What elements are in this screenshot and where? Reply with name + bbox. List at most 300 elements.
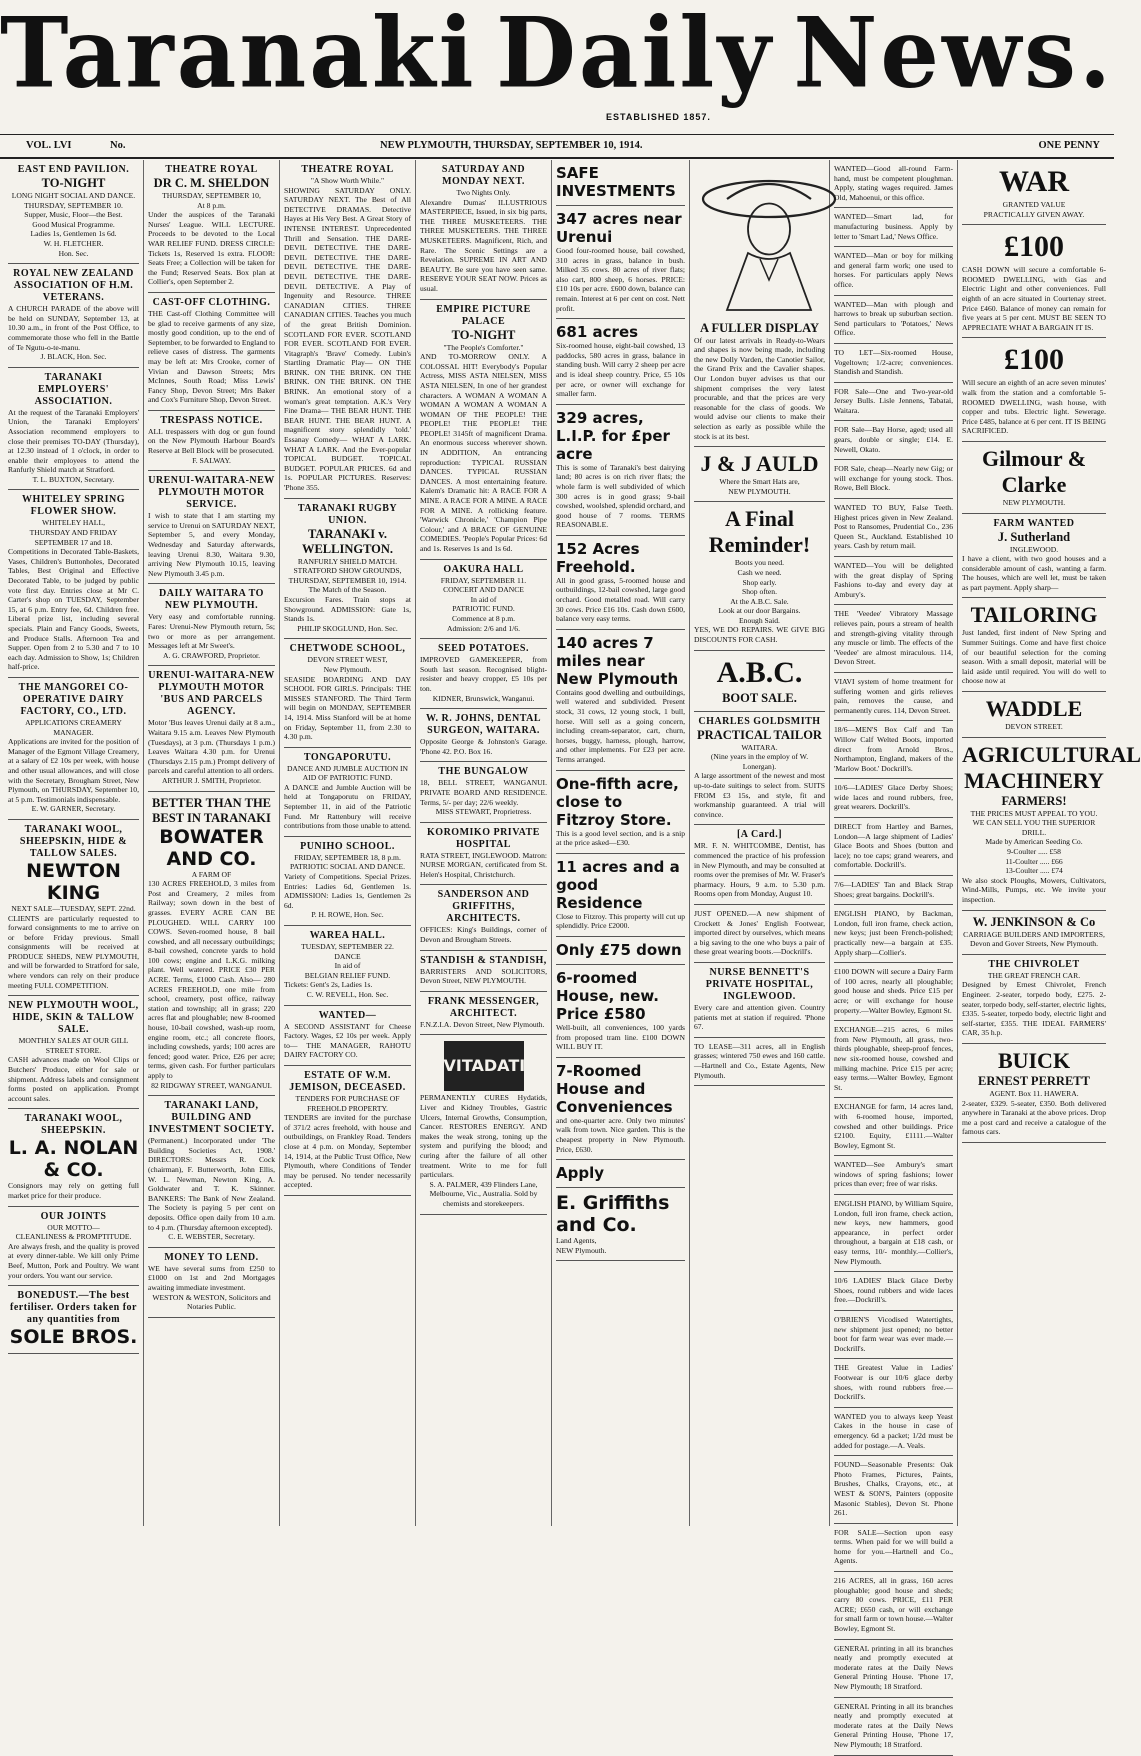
ad-body-text: FOR Sale—Bay Horse, aged; used all gears, double or single; £14. E. Newell, Okato. [834,425,953,454]
ad-heading: THE MANGOREI CO-OPERATIVE DAIRY FACTORY, CO., LTD. [18,681,129,717]
ad-body-text: EXCHANGE for farm, 14 acres land, with 6-roomed house, imported, cowshed and other buildings. Price £2100. Equity, £1111.—Walter Bowley, Egmont St. [834,1102,953,1150]
ad-body-text: SHOWING SATURDAY ONLY. SATURDAY NEXT. The Best of All DETECTIVE DRAMAS. Detective Hayes at His Very Best. A Great Story of INTENSE INTEREST. Unprecedented Thrill and Sensation. THE DARE-DEVIL DETECTIVE. THE DARE-DEVIL DETECTIVE. THE DARE-DEVIL DETECTIVE. THE DARE-DEVIL DETECTIVE. THE DARE-DEVIL DETECTIVE. A Play of Ingenuity and Resource. THREE CANADIAN CITIES. THREE CANADIAN CITIES. Teaches you much of the great British Dominion. SCOTLAND FOR EVER. SCOTLAND FOR EVER. SCOTLAND FOR EVER. Vitagraph's 'Brave' Comedy. Lubin's Startling Dramatic Play— ON THE BRINK. ON THE BRINK. ON THE BRINK. ON THE BRINK. ON THE BRINK. An emotional story of a woman's great temptation. A.K.'s Very Fine Drama— THE BEAR HUNT. THE BEAR HUNT. THE BEAR HUNT. A magnificent story splendidly 'told.' Essanay Comedy— WHAT A LARK. WHAT A LARK. And the Ever-popular TOPICAL BUDGET. TOPICAL BUDGET. POPULAR PRICES. 6d and 1s. POPULAR PICTURES. Reserves: 'Phone 355. [284,185,411,492]
ad-heading: OAKURA HALL [443,563,524,575]
advertisement [834,605,953,673]
advertisement [834,1524,953,1572]
ad-body-text: FOR SALE—Section upon easy terms. When paid for we will build a home for you.—Hartnell and Co., Agents. [834,1527,953,1566]
ad-body-text: and one-quarter acre. Only two minutes' walk from town. Nice garden. This is the cheapest property in New Plymouth. Price, £630. [556,1115,685,1154]
ad-subheading: FARMERS! [1001,793,1067,808]
advertisement [148,1096,275,1248]
advertisement [834,1359,953,1407]
ad-line: 13-Coulter ..... £74 [1005,866,1063,876]
advertisement [834,876,953,905]
ad-subheading: DR C. M. SHELDON [153,176,270,190]
ad-body-text: All in good grass, 5-roomed house and outbuildings, 12-bail cowshed, large good orchard. Good metalled road. Will carry 30 cows. Price £16 10s. Cash down £600, balance very easy terms. [556,575,685,624]
advertisement [420,1035,547,1214]
ad-advertiser-name: L. A. NOLAN & CO. [8,1137,139,1182]
advertisement [8,1207,139,1287]
masthead-word-1: Taranaki [0,0,477,110]
advertisement [834,818,953,876]
ad-signature: 82 RIDGWAY STREET, WANGANUI. [151,1080,272,1090]
ad-heading: SEED POTATOES. [438,643,529,655]
ad-body-text: Contains good dwelling and outbuildings, well watered and subdivided. Present stock, 31 cows, 12 young stock, 1 bull, horse. Will sell as a going concern, including cream-separator, cart, churn, horses, buggy, harness, plough, harrow, and other implements. For £23 per acre. Terms arranged. [556,687,685,764]
ad-subheading: PRACTICAL TAILOR [697,727,822,742]
ad-display-heading: WAR [998,165,1069,198]
ad-display-heading: WADDLE [985,696,1083,722]
ad-heading: WANTED— [318,1009,377,1021]
ad-body-text: FOR Sale—One and Two-year-old Jersey Bulls. Lisle Jennens, Tabatai, Waitara. [834,386,953,415]
advertisement [962,225,1106,338]
ad-heading: STANDISH & STANDISH, [420,954,547,966]
ad-line: APPLICATIONS CREAMERY MANAGER. [25,717,122,737]
ad-body-text: Motor 'Bus leaves Urenui daily at 8 a.m., Waitara 9.15 a.m. Leaves New Plymouth (Tuesdays), at 3 p.m. (Thursdays 1 p.m.) Leaves Waitara 4.30 p.m. for Urenui (Thursdays 2.15 p.m.) Prompt delivery of parcels and careful attention to all orders. [148,718,275,776]
ad-body-text: Alexandre Dumas' ILLUSTRIOUS MASTERPIECE, Issued, in six big parts, THE THREE MUSKETEERS. THE THREE MUSKETEERS. THE THREE MUSKETEERS. Magnificent, Rich, and Rare. The Scenic Settings are a Revelation. SUPREME IN ART AND BEAUTY. Be sure you have seen same. RESERVE YOUR SEAT NOW. Prices as usual. [420,197,547,293]
ad-line: GRANTED VALUE [1002,200,1066,209]
ad-body-text: BARRISTERS AND SOLICITORS, Devon Street, NEW PLYMOUTH. [420,966,547,986]
advertisement [556,206,685,319]
ad-subheading: W. JENKINSON & Co [972,914,1096,929]
ad-body-text: TENDERS are invited for the purchase of 371/2 acres freehold, with house and outbuildings, on Frankley Road. Tenders close at 4 p.m. on Monday, September 14, 1914, at the Public Trust Office, New Plymouth, where Conditions of Tender may be perused. No tender necessarily accepted. [284,1113,411,1190]
ad-body-text: 18, BELL STREET, WANGANUI. PRIVATE BOARD AND RESIDENCE. Terms, 5/- per day; 22/6 weekly. [420,778,547,807]
ad-signature: C. W. REVELL, Hon. Sec. [306,989,389,999]
advertisement [148,584,275,666]
advertisement [962,598,1106,692]
advertisement [8,996,139,1109]
ad-heading: ESTATE OF W.M. JEMISON, DECEASED. [289,1069,406,1093]
ad-line: In aid of [470,594,497,604]
advertisement [694,1038,825,1086]
ad-body-text: Consignors may rely on getting full market price for their produce. [8,1181,139,1200]
ad-heading: THEATRE ROYAL [301,164,394,175]
advertisement [420,992,547,1036]
ad-body-text: 10/6 LADIES' Black Glace Derby Shoes, round rubbers and wide laces free.—Dockrill's. [834,1276,953,1305]
advertisement [556,771,685,854]
advertisement [834,1311,953,1359]
advertisement [8,1109,139,1206]
advertisement [556,1160,685,1188]
advertisement [834,421,953,460]
price-label: ONE PENNY [1038,140,1100,151]
advertisement [962,160,1106,225]
ad-heading: KOROMIKO PRIVATE HOSPITAL [427,826,540,850]
ad-heading: FARM WANTED [993,517,1075,529]
advertisement [694,963,825,1038]
ad-body-text: OFFICES: King's Buildings, corner of Devon and Brougham Streets. [420,925,547,945]
advertisement [284,1006,411,1066]
ad-heading: 7-Roomed House and Conveniences [556,1061,673,1116]
ad-heading: TARANAKI LAND, BUILDING AND INVESTMENT SOCIETY. [148,1100,275,1136]
advertisement [284,499,411,640]
advertisement [284,1066,411,1196]
ad-line: Shop often. [741,587,777,597]
ad-heading: 11 acres and a good Residence [556,857,680,912]
advertisement [694,502,825,650]
ad-line: THE PRICES MUST APPEAL TO YOU. [970,808,1098,818]
advertisement [834,673,953,721]
ad-heading: FRANK MESSENGER, ARCHITECT. [427,995,540,1019]
ad-body-text: Just landed, first indent of New Spring and Summer Suitings. Come and have first choice of our beautiful selection for the coming season. With a small deposit, material will be laid aside until required. You will do well to choose now at [962,628,1106,686]
advertisement [148,666,275,791]
ad-heading: THE CHIVROLET [988,958,1080,970]
ad-body-text: Opposite George & Johnston's Garage. 'Phone 42. P.O. Box 16. [420,737,547,756]
ad-line: THE GREAT FRENCH CAR. [987,970,1081,980]
advertisement [284,639,411,747]
advertisement [556,536,685,630]
ad-body-text: WANTED—You will be delighted with the great display of Spring Fashions to-day and every day at Ambury's. [834,561,953,599]
ad-line: WAITARA. [741,742,778,752]
advertisement [556,937,685,965]
ad-line: RANFURLY SHIELD MATCH. [297,556,398,566]
ad-line: Admission: 2/6 and 1/6. [447,623,520,633]
ad-heading: EMPIRE PICTURE PALACE [436,303,531,327]
ad-body-text: WE have several sums from £250 to £1000 on 1st and 2nd Mortgages awaiting immediate investment. [148,1263,275,1292]
ad-line: BELGIAN RELIEF FUND. [304,970,391,980]
advertisement [834,1195,953,1272]
ad-line: STRATFORD SHOW GROUNDS, [293,566,402,576]
ad-signature: MISS STEWART, Proprietress. [435,807,532,817]
ad-heading: TONGAPORUTU. [303,751,392,763]
ad-line: Commence at 8 p.m. [451,613,516,623]
ad-line: Boots you need. [734,558,785,568]
ad-body-text: I wish to state that I am starting my service to Urenui on SATURDAY NEXT, September 5, and every Monday, Wednesday and Saturday afterwards, leaving Urenui 8.30, Waitara 9.30, arriving New Plymouth 10.15, leaving New Plymouth 3.45 p.m. [148,511,275,578]
advertisement [420,762,547,822]
ad-line: THURSDAY, SEPTEMBER 10, [162,191,261,200]
ad-body-text: WANTED TO BUY, False Teeth. Highest prices given in New Zealand. Post to Ransomes, Prudential Co., 236 Queen St., Auckland. Established 10 years. Cash by return mail. [834,503,953,551]
advertisement [962,1044,1106,1143]
ad-body-text: WANTED—See Ambury's smart windows of spring fashions; lower prices than ever; free of war risks. [834,1160,953,1189]
ad-body-text: GENERAL Printing in all its branches neatly and promptly executed at moderate rates at the Daily News General Printing House, 'Phone 17, New Plymouth; 18 Stratford. [834,1701,953,1749]
ad-line: SEPTEMBER 17 and 18. [34,537,113,547]
ad-heading: 347 acres near Urenui [556,210,682,246]
ad-display-heading: Gilmour & Clarke [981,445,1087,497]
ad-body-text: GENERAL printing in all its branches neatly and promptly executed at moderate rates at the Daily News General Printing House. 'Phone 17, New Plymouth; 18 Stratford. [834,1643,953,1691]
ad-line: THURSDAY, SEPTEMBER 10, 1914. [288,575,407,585]
column-3 [280,160,416,1526]
advertisement [420,885,547,950]
ad-line: Look at our door Bargains. [718,606,801,616]
ad-heading: TARANAKI WOOL, SHEEPSKIN, HIDE & TALLOW SALES. [19,823,128,859]
ad-line: FRIDAY, SEPTEMBER 18, 8 p.m. [294,852,401,862]
ad-line: NEXT SALE—TUESDAY, SEPT. 22nd. [11,903,136,913]
masthead-word-2: Daily [496,0,774,110]
advertisement [834,1408,953,1456]
ad-line: THURSDAY AND FRIDAY [29,528,118,538]
advertisement [834,905,953,963]
column-4 [416,160,552,1526]
ad-advertiser-name: E. Griffiths and Co. [556,1192,670,1237]
advertisement [420,823,547,886]
ad-line: "A Show Worth While." [310,176,385,185]
ad-line: NEW PLYMOUTH. [1002,497,1066,507]
ad-heading: MONEY TO LEND. [164,1251,259,1263]
ad-body-text: WANTED—Good all-round Farm-hand, must be competent ploughman. Apply, stating wages required. James Old, Mahoenui, or this office. [834,164,953,202]
ad-body-text: PERMANENTLY CURES Hydatids, Liver and Kidney Troubles, Gastric Ulcers, Internal Growths, Consumption, Cancer. RESTORES ENERGY. AND makes the weak strong, toning up the system and purifying the blood; and curing after the failure of all other treatment. Write to me for full particulars. [420,1093,547,1180]
ad-subheading: TO-NIGHT [41,176,106,190]
dateline-text: NEW PLYMOUTH, THURSDAY, SEPTEMBER 10, 1914. [380,140,643,151]
ad-body-text: TO LET—Six-roomed House, Vogeltown; 1/2-acre; conveniences. Standish and Standish. [834,347,953,377]
ad-body-text: 10/6—LADIES' Glace Derby Shoes; wide laces and round rubbers, free, great wearers. Dockrill's. [834,783,953,812]
ad-subheading: ERNEST PERRETT [978,1073,1090,1088]
ad-signature: PHILIP SKOGLUND, Hon. Sec. [297,623,398,633]
ad-body-text: 18/6—MEN'S Box Calf and Tan Willow Calf Welted Boots, imported direct from Arnold Bros., Northampton, England, makers of the 'Marlow Boot.' Dockrill's. [834,725,953,773]
ad-signature: P. H. ROWE, Hon. Sec. [311,910,384,920]
ad-line: DANCE [334,951,361,961]
advertisement [8,678,139,820]
ad-subheading: J. Sutherland [997,529,1071,544]
advertisement [962,338,1106,442]
advertisement [420,951,547,992]
advertisement [834,208,953,247]
advertisement [834,296,953,344]
ad-body-text: CASH DOWN will secure a comfortable 6-ROOMED DWELLING, with Gas and Electric Light and other conveniences. Full eighth of an acre situated in Courtenay street. Price £460. Balance of money can remain for five years at 5 per cent. MUST BE SEEN TO APPRECIATE WHAT A BARGAIN IT IS. [962,265,1106,332]
columns [4,160,1141,1749]
ad-line: DEVON STREET WEST, [307,655,388,665]
ad-heading: PUNIHO SCHOOL. [300,840,395,852]
ad-line: CARRIAGE BUILDERS AND IMPORTERS, [963,929,1105,939]
ad-line: Good Musical Programme. [32,219,115,229]
ad-body-text: Are always fresh, and the quality is proved at every dinner-table. We kill only Prime Beef, Mutton, Pork and Poultry. We want your orders. You want our service. [8,1241,139,1280]
advertisement [694,712,825,826]
ad-line: In aid of [334,961,361,971]
ad-line: WHITELEY HALL, [42,518,105,528]
ad-body-text: EXCHANGE—215 acres, 6 miles from New Plymouth, all grass, two-thirds ploughable, sheep-proof fences, new six-roomed house, cowshed and milking machine. Price £15 per acre; easy terms.—Walter Bowley, Egmont St. [834,1025,953,1092]
ad-line: AGENT. Box 11. HAWERA. [989,1088,1079,1098]
ad-signature: WESTON & WESTON, Solicitors and Notaries Public. [152,1292,271,1312]
ad-body-text: JUST OPENED.—A new shipment of Crockett & Jones' English Footwear, imported direct by ourselves, which means a big saving to the one who buys a pair of these great wearing boots.—Dockrill's. [694,908,825,957]
column-8 [958,160,1141,1526]
advertisement [556,160,685,206]
portrait-illustration [694,166,844,316]
ad-body-text: Good four-roomed house, bail cowshed, 310 acres in grass, balance in bush. Milked 35 cows. 80 acres of river flats; also cart, 800 sheep, 6 horses. PRICE: £10 10s per acre. £600 down, balance can remain. Interest at 6 per cent on cost. Nett profit. [556,246,685,313]
masthead [0,0,1114,122]
ad-line: The Match of the Season. [308,585,387,595]
ad-body-text: AND TO-MORROW ONLY. A COLOSSAL HIT! Everybody's Popular Actress, MISS ASTA NIELSEN, MISS ASTA NIELSEN, In one of her grandest characters. A WOMAN A WOMAN A WOMAN A WOMAN A WOMAN A WOMAN OF THE PEOPLE! THE PEOPLE! THE PEOPLE! THE PEOPLE! 3145ft of magnificent Drama. An enormous success wherever shown. IN ADDITION, An entrancing reproduction: TYPICAL RUSSIAN DANCES. TYPICAL RUSSIAN DANCES. A most entertaining feature. Kalem's Dramatic hit: A RACE FOR A MINE. A RACE FOR A MINE. A RACE FOR A MINE. A rollicking feature. 'Warwick Chronicle,' 'Champion Pipe Colour,' and A BRACE OF GENUINE COMEDIES. 'People's Popular Prices: 6d and 1s. Reserves 1s and 1s 6d. [420,352,547,553]
ad-body-text: This is some of Taranaki's best dairying land; 80 acres is on rich river flats; the whole farm is well subdivided of which 300 acres is in good grass; 9-bail cowshed, woolshed, splendid orchard, and good house of 7 rooms. TERMS REASONABLE. [556,462,685,530]
column-6 [690,160,830,1526]
ad-line: PRACTICALLY GIVEN AWAY. [983,209,1085,219]
ad-body-text: A CHURCH PARADE of the above will be held on SUNDAY, September 13, at 10.30 a.m., in front of the Post Office, to commemorate those who fell in the Battle of Te Ngutu-o-te-manu. [8,304,139,352]
advertisement [420,160,547,300]
ad-line: Devon and Gover Streets, New Plymouth. [969,939,1099,949]
ad-signature: E. W. GARNER, Secretary. [31,804,116,814]
advertisement [8,368,139,491]
ad-line: New Plymouth. [323,664,372,674]
advertisement [694,160,825,447]
ad-heading: EAST END PAVILION. [17,164,130,175]
ad-body-text: Applications are invited for the position of Manager of the Egmont Village Creamery, at a salary of £2 10s per week, with house and other usual allowances, and will close with the Secretary, Brougham Street, New Plymouth, on THURSDAY, September 10, at 5 p.m. Testimonials indispensable. [8,737,139,804]
ad-signature: C. E. WEBSTER, Secretary. [168,1232,255,1242]
ad-signature: J. BLACK, Hon. Sec. [40,352,107,362]
ad-body-text: I have a client, with two good houses and a considerable amount of cash, wanting a farm. The houses, which are well let, must be taken as part payment. Apply sharp— [962,554,1106,592]
ad-body-text: MR. F. N. WHITCOMBE, Dentist, has commenced the practice of his profession in New Plymouth, and may be consulted at rooms over the premises of Mr. W. Fraser's pharmacy. Hours, 9 a.m. to 5.30 p.m. Rooms open from Monday, August 10. [694,841,825,899]
advertisement [148,1248,275,1318]
ad-heading: ROYAL NEW ZEALAND ASSOCIATION OF H.M. VETERANS. [13,268,134,304]
ad-body-text: 7/6—LADIES' Tan and Black Strap Shoes; great bargains. Dockrill's. [834,880,953,899]
advertisement [556,1188,685,1261]
ad-body-text: This is a good level section, and is a snip at the price asked—£30. [556,828,685,848]
ad-body-text: YES, WE DO REPAIRS. WE GIVE BIG DISCOUNTS FOR CASH. [694,625,825,645]
advertisement [8,820,139,996]
ad-line: TENDERS FOR PURCHASE OF FREEHOLD PROPERTY. [295,1093,400,1113]
column-2 [144,160,280,1526]
ad-body-text: Under the auspices of the Taranaki Nurses' League. WILL LECTURE. Proceeds to be devoted to the Local WAR RELIEF FUND. DRESS CIRCLE: Tickets 1s, Reserved 1s extra. FLOOR: Seats Free; a Collection will be taken for the Fund; Reserved Seats. Box plan at Collier's, open September 2. [148,210,275,287]
advertisement [962,514,1106,599]
ad-line: LONG NIGHT SOCIAL AND DANCE. [11,191,136,200]
ad-heading: CHARLES GOLDSMITH [698,715,821,727]
ad-line: THURSDAY, SEPTEMBER 10. [24,200,123,210]
ad-heading: 329 acres, L.I.P. for £per acre [556,408,670,463]
ad-line: (Nine years in the employ of W. Lonergan). [710,752,809,771]
ad-signature: S. A. PALMER, 439 Flinders Lane, Melbourne, Vic., Australia. Sold by chemists and storekeepers. [429,1179,538,1208]
advertisement [834,963,953,1021]
ad-heading: SATURDAY AND MONDAY NEXT. [441,164,526,187]
ad-heading: WHITELEY SPRING FLOWER SHOW. [22,494,125,518]
ad-logo: VITADATIO [444,1041,524,1091]
ad-body-text: 130 ACRES FREEHOLD, 3 miles from Post and Creamery, 2 miles from Railway; sown down in the best of grasses. EVERY ACRE CAN BE PLOUGHED. WILL CARRY 100 COWS. Seven-roomed house, 8 bail cowshed, and all necessary outbuildings; 8-bail cowshed, concrete yards to hold 100 cows; engine and L.K.G. milking plant. Well watered. PRICE £30 PER ACRE. Terms, £1000 Cash. Also— 280 ACRES FREEHOLD, one mile from school, creamery, post office, railway station and township; all in grass; 220 acres flat and ploughable; new 8-roomed house, 10-bail cowshed, wash-up room, engine room, etc.; all concrete floors, including cowsheds, yards; 100 acres are fenced; good water. Price, £26 per acre; terms, given cash. For further particulars apply to [148,879,275,1080]
ad-body-text: (Permanent.) Incorporated under 'The Building Societies Act, 1908.' DIRECTORS: Messrs R. Cock (chairman), F. Butterworth, John Ellis, W. L. Newman, Newton King, A. Goldwater and T. K. Skinner. BANKERS: The Bank of New Zealand. The Society is paying 5 per cent on deposits. Office open daily from 10 a.m. to 4 p.m. (Thursday afternoon excepted). [148,1136,275,1232]
ad-heading: 140 acres 7 miles near New Plymouth [556,633,679,688]
ad-signature: ARTHUR J. SMITH, Proprietor. [161,775,262,785]
ad-body-text: THE Greatest Value in Ladies' Footwear is our 10/6 glace derby shoes, with round rubbers free.—Dockrill's. [834,1363,953,1402]
ad-line: INGLEWOOD. [1009,544,1059,554]
advertisement [962,738,1141,911]
ad-heading: THEATRE ROYAL [165,164,258,175]
ad-heading: TARANAKI WOOL, SHEEPSKIN. [24,1113,123,1137]
number-label: No. [110,140,126,151]
ad-line: Where the Smart Hats are, [719,477,800,487]
advertisement [834,557,953,605]
ad-body-text: Excursion Fares. Train stops at Showground. ADMISSION: Gate 1s, Stands 1s. [284,594,411,624]
ad-heading: CAST-OFF CLOTHING. [152,296,271,308]
ad-body-text: Every care and attention given. Country patients met at station if required. 'Phone 67. [694,1002,825,1032]
advertisement [420,639,547,709]
ad-body-text: A DANCE and Jumble Auction will be held at Tongaporutu on FRIDAY, September 11, in aid of the Patriotic Fund. Mr Rattenbury will receive contributions from those unable to attend. [284,782,411,831]
column-1 [4,160,144,1526]
ad-line: W. H. FLETCHER. [43,238,104,248]
advertisement [694,447,825,502]
advertisement [420,560,547,640]
ad-heading: 152 Acres Freehold. [556,539,640,576]
advertisement [962,692,1106,738]
ad-line: NEW PLYMOUTH. [728,486,791,496]
ad-body-text: Will secure an eighth of an acre seven minutes' walk from the station and a comfortable 5-ROOMED DWELLING, wash house, with copper and tubs. Electric light. Sewerage. Price £485, balance at 6 per cent. IT IS BEING SACRIFICED. [962,378,1106,436]
ad-line: DEVON STREET. [1005,722,1063,732]
ad-heading: CHETWODE SCHOOL, [289,643,406,655]
column-7 [830,160,958,1749]
ad-body-text: IMPROVED GAMEKEEPER, from South last season. Recognised blight-resister and heavy cropper, £5 10s per ton. [420,655,547,693]
masthead-title [0,0,1114,115]
ad-body-text: ENGLISH PIANO, by William Squire, London, full iron frame, check action, new keys, new hammers, good appearance, in perfect order throughout, a bargain at £18 cash, or easy terms, 10/- monthly.—Collier's, New Plymouth. [834,1199,953,1266]
advertisement [148,411,275,471]
advertisement [694,651,825,712]
ad-heading: 6-roomed House, new. Price £580 [556,968,660,1023]
ad-line: Ladies 1s, Gentlemen 1s 6d. [30,229,117,239]
advertisement [284,160,411,499]
ad-body-text: CLIENTS are particularly requested to forward consignments to me to arrive on or before Friday previous. Small consignments will be received at PRODUCE SHEDS, NEW PLYMOUTH, and will be forwarded to Stratford for sale, where vendors can rely on their produce meeting FULL COMPETITION. [8,913,139,990]
ad-body-text: WANTED—Man or boy for milking and general farm work; one used to horses. For particulars apply News office. [834,251,953,289]
ad-body-text: WANTED—Smart lad, for manufacturing business. Apply by letter to 'Smart Lad,' News Office. [834,212,953,241]
ad-signature: T. L. BUXTON, Secretary. [32,474,115,484]
ad-body-text: 2-seater, £329. 5-seater, £350. Both delivered anywhere in Taranaki at the above prices. Drop me a post card and receive a catalogue of the famous cars. [962,1098,1106,1137]
ad-subheading: BOOT SALE. [722,690,797,705]
ad-heading: Apply [556,1164,605,1183]
ad-line: NEW Plymouth. [556,1245,607,1255]
advertisement [694,905,825,963]
ad-line: PATRIOTIC FUND. [452,604,515,614]
ad-heading: BONEDUST.—The best fertiliser. Orders taken for any quantities from [10,1290,137,1326]
ad-line: At the A.B.C. Sale. [730,596,789,606]
ad-subheading: BETTER THAN THE BEST IN TARANAKI [151,795,272,825]
ad-line: Supper, Music, Floor—the Best. [24,210,123,220]
ad-line: Shop early. [742,577,777,587]
ad-body-text: WANTED—Man with plough and harrows to break up suburban section. Send particulars to 'Potatoes,' News Office. [834,299,953,338]
ad-body-text: 216 ACRES, all in grass, 160 acres ploughable; good house and sheds; carry 80 cows. PRICE, £11 PER ACRE; £650 cash, or will exchange for small farm or town house.—Walter Bowley, Egmont St. [834,1576,953,1634]
advertisement [556,854,685,937]
advertisement [556,405,685,536]
column-5 [552,160,690,1526]
ad-line: "The People's Comforter." [443,342,524,352]
ad-body-text: Well-built, all conveniences, 100 yards from proposed tram line. £100 DOWN WILL BUY IT. [556,1022,685,1052]
ad-body-text: Close to Fitzroy. This property will cut up splendidly. Price £2000. [556,911,685,931]
ad-body-text: WANTED you to always keep Yeast Cakes in the house in case of emergency. 6d a packet; 1/2d must be added for postage.—A. Veals. [834,1411,953,1450]
advertisement [834,1098,953,1156]
advertisement [834,1272,953,1311]
ad-heading: OUR JOINTS [40,1210,107,1222]
ad-body-text: Competitions in Decorated Table-Baskets, Vases, Children's Buttonholes, Decorated Tables, Best Original and Effective Decorated Table, to be judged by public vote first day. Entries close at Mr C. Carter's shop on TUESDAY, September 15, at 6 p.m. Entry fee, 6d. Children free. Liberal prize list, including several specials. Plain and Fancy Goods, Sweets, and Produce Stalls. Afternoon Tea and Supper. Open from 2 to 5.30 and 7 to 10 each day. Admission to Show, 1s; Children half-price. [8,547,139,672]
ad-body-text: A large assortment of the newest and most up-to-date suitings to select from. SUITS FROM £3 15s, and style, fit and workmanship guaranteed. A trial will convince. [694,771,825,819]
ad-heading: NEW PLYMOUTH WOOL, HIDE, SKIN & TALLOW SALE. [8,1000,139,1036]
ad-line: CLEANLINESS & PROMPTITUDE. [15,1232,132,1242]
advertisement [284,837,411,926]
ad-heading: Only £75 down [556,940,682,959]
advertisement [556,630,685,771]
ad-subheading: A FULLER DISPLAY [699,320,819,335]
advertisement [834,344,953,383]
ad-subheading: TO-NIGHT [451,327,516,342]
ad-body-text: A SECOND ASSISTANT for Cheese Factory. Wages, £2 10s per week. Apply to— THE MANAGER, RAHOTU DAIRY FACTORY CO. [284,1021,411,1060]
ad-heading: SAFE INVESTMENTS [556,164,676,200]
ad-line: Land Agents, [556,1236,597,1246]
ad-line: FRIDAY, SEPTEMBER 11. [440,575,527,585]
ad-line: At 8 p.m. [197,200,226,210]
ad-display-heading: A Final Reminder! [708,506,811,558]
advertisement [834,383,953,422]
advertisement [834,1640,953,1698]
ad-signature: KIDNER, Brunswick, Wanganui. [432,693,535,703]
ad-advertiser-name: BOWATER AND CO. [159,825,264,870]
advertisement [834,499,953,557]
ad-line: WE CAN SELL YOU THE SUPERIOR DRILL. [972,818,1096,837]
advertisement [834,1021,953,1098]
ad-heading: TARANAKI EMPLOYERS' ASSOCIATION. [34,371,113,407]
ad-body-text: TO LEASE—311 acres, all in English grasses; wintered 750 ewes and 160 cattle.—Hartnell and Co., Estate Agents, New Plymouth. [694,1041,825,1080]
established-line: ESTABLISHED 1857. [606,112,711,122]
advertisement [148,792,275,1097]
advertisement [148,160,275,293]
ad-body-text: Variety of Competitions. Special Prizes. Entries: Ladies 6d, Gentlemen 1s. ADMISSION: Ladies 1s, Gentlemen 2s 6d. [284,872,411,910]
advertisement [556,1058,685,1160]
advertisement [556,965,685,1058]
advertisement [834,779,953,818]
advertisement [148,471,275,584]
ad-line: CONCERT AND DANCE [443,585,524,595]
ad-display-heading: AGRICULTURAL MACHINERY [962,741,1141,793]
ad-body-text: ENGLISH PIANO, by Backman, London, full iron frame, check action, new keys; just been French-polished; practically new—a bargain at £35. Apply sharp—Collier's. [834,909,953,957]
advertisement [148,293,275,411]
ad-line: OUR MOTTO— [47,1222,100,1232]
ad-line: Hon. Sec. [58,248,89,258]
ad-heading: THE BUNGALOW [438,766,529,778]
